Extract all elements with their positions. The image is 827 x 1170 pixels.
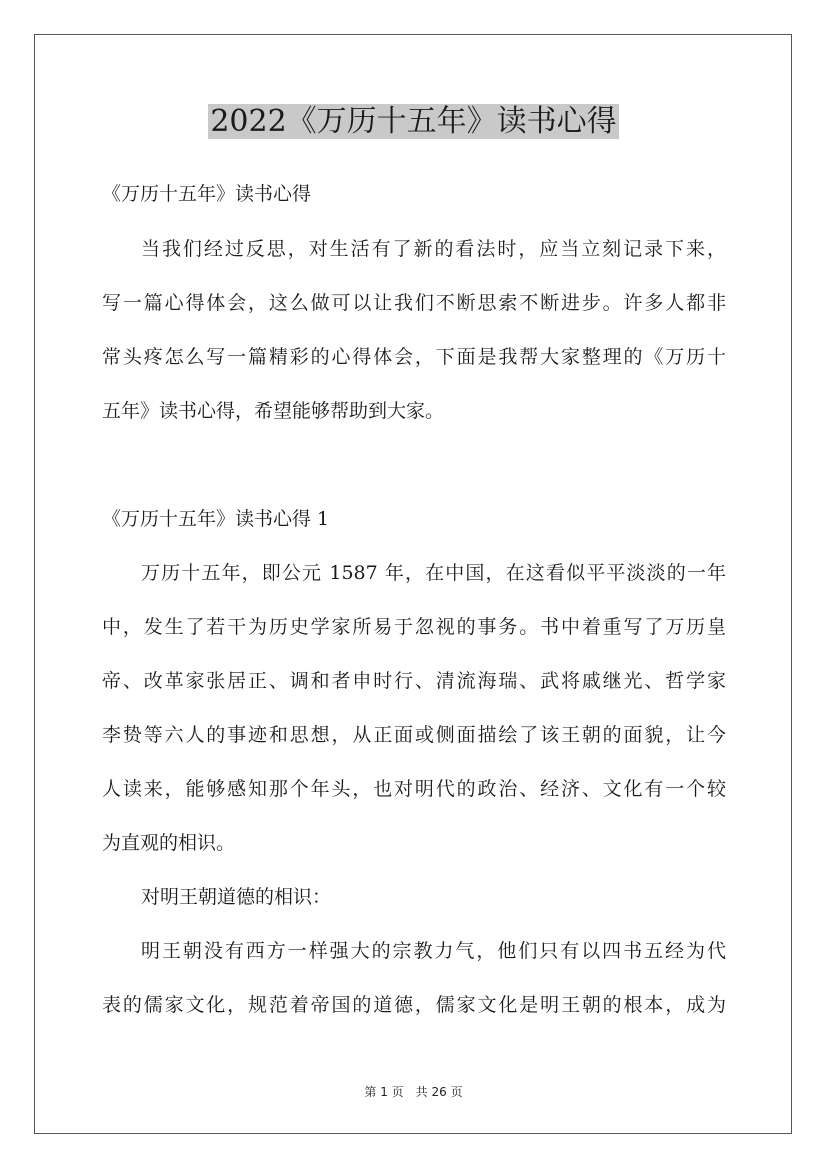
section-line: 李贽等六人的事迹和思想，从正面或侧面描绘了该王朝的面貌，让今 [102, 724, 726, 746]
final-line: 明王朝没有西方一样强大的宗教力气，他们只有以四书五经为代 [141, 940, 726, 962]
intro-line: 常头疼怎么写一篇精彩的心得体会，下面是我帮大家整理的《万历十 [102, 346, 726, 368]
subheading: 对明王朝道德的相识： [141, 886, 332, 908]
intro-line: 当我们经过反思，对生活有了新的看法时，应当立刻记录下来， [141, 238, 726, 260]
section-line: 帝、改革家张居正、调和者申时行、清流海瑞、武将戚继光、哲学家 [102, 670, 726, 692]
section-line: 为直观的相识。 [102, 832, 236, 854]
document-subtitle: 《万历十五年》读书心得 [102, 183, 312, 205]
intro-line: 五年》读书心得，希望能够帮助到大家。 [102, 400, 445, 422]
section-line: 中，发生了若干为历史学家所易于忽视的事务。书中着重写了万历皇 [102, 616, 726, 638]
section-heading: 《万历十五年》读书心得 1 [102, 508, 330, 530]
page-footer: 第 1 页 共 26 页 [364, 1085, 463, 1099]
section-line: 人读来，能够感知那个年头，也对明代的政治、经济、文化有一个较 [102, 778, 726, 800]
section-line: 万历十五年，即公元 1587 年，在中国，在这看似平平淡淡的一年 [141, 562, 726, 584]
final-line: 表的儒家文化，规范着帝国的道德，儒家文化是明王朝的根本，成为 [102, 994, 726, 1016]
document-title: 2022《万历十五年》读书心得 [210, 104, 617, 139]
intro-line: 写一篇心得体会，这么做可以让我们不断思索不断进步。许多人都非 [102, 292, 726, 314]
